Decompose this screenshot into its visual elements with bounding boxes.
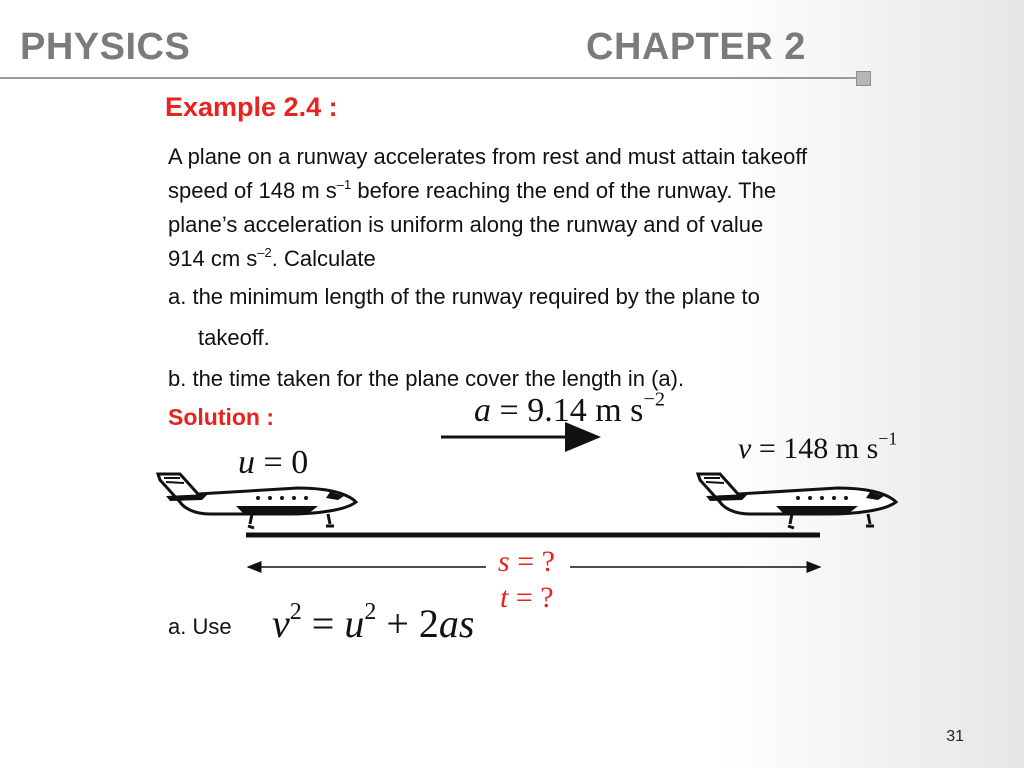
acceleration-value: a = 9.14 m $s^{-2}$ [474, 388, 666, 429]
question-line-2: speed of 148 m $s^{-1}$ before reaching the end of the runway. The [168, 177, 777, 203]
question-line-1: A plane on a runway accelerates from rest and must attain takeoff [168, 144, 808, 169]
plane-at-start-icon [158, 474, 356, 528]
use-label: a. Use [168, 614, 232, 639]
page-number: 31 [946, 728, 964, 745]
final-velocity: v = 148 m $s^{-1}$ [738, 428, 898, 465]
example-title: Example 2.4 : [165, 92, 338, 122]
question-line-4: 914 cm $s^{-2}$. Calculate [168, 245, 376, 271]
part-b: b. the time taken for the plane cover the length in (a). [168, 366, 685, 391]
kinematic-equation: $v^2 = u^2 + 2as$ [272, 599, 475, 646]
question-line-3: plane’s acceleration is uniform along the runway and of value [168, 212, 764, 237]
initial-velocity: u = 0 [238, 444, 309, 481]
distance-unknown: s = ? [498, 545, 555, 578]
plane-at-end-icon [698, 474, 896, 528]
part-a-line-2: takeoff. [198, 325, 270, 350]
header-subject: PHYSICS [20, 26, 191, 68]
header-chapter: CHAPTER 2 [586, 26, 806, 68]
solution-label: Solution : [168, 404, 275, 430]
time-unknown: t = ? [500, 581, 554, 614]
part-a-line-1: a. the minimum length of the runway required by the plane to [168, 284, 760, 309]
